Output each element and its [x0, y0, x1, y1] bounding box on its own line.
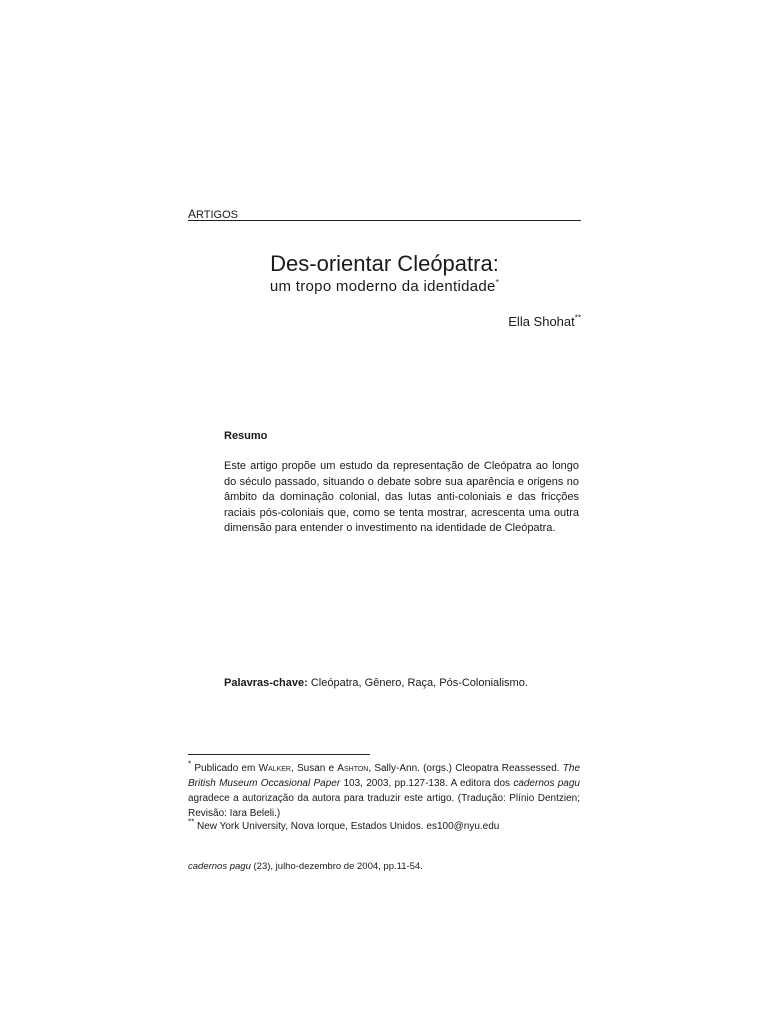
article-title: Des-orientar Cleópatra:	[270, 251, 499, 276]
footnote-1-part4: 103, 2003, pp.127-138. A editora dos	[340, 778, 514, 789]
abstract-text: Este artigo propõe um estudo da representação de Cleópatra ao longo do século passado, situando o debate sobre sua aparência e origens no âmbito da dominação colonial, das lutas anti-coloniais e das fricções raciais pós-coloniais que, como se tenta mostrar, acrescenta uma outra dimensão para entender o investimento na identidade de Cleópatra.	[224, 460, 579, 534]
footnote-1-part5: agradece a autorização da autora para traduzir este artigo. (Tradução: Plínio Dentzien; Revisão: Iara Beleli.)	[188, 793, 580, 819]
footnote-divider	[188, 754, 370, 755]
section-divider	[188, 220, 581, 221]
footnote-2	[188, 819, 580, 834]
footnote-1-editor-2: Ashton	[337, 763, 369, 774]
footnote-1-series: The British Museum Occasional Paper	[188, 763, 581, 789]
footnote-1-part1: Publicado em	[194, 763, 259, 774]
keywords-values: Cleópatra, Gênero, Raça, Pós-Colonialismo.	[310, 677, 528, 689]
section-label-initial: A	[188, 207, 197, 221]
footnote-1-part2: , Susan e	[290, 763, 338, 774]
footnote-1	[188, 761, 580, 821]
abstract-heading: Resumo	[224, 430, 268, 442]
keywords	[224, 676, 581, 691]
author-name: Ella Shohat	[508, 314, 575, 329]
journal-name: cadernos pagu	[188, 861, 251, 872]
footnote-1-journal: cadernos pagu	[513, 778, 580, 789]
footnote-1-editor-1: Walker	[258, 763, 291, 774]
subtitle-footnote-mark: *	[495, 278, 500, 287]
article-subtitle	[188, 278, 581, 296]
footnote-2-text: New York University, Nova Iorque, Estados Unidos. es100@nyu.edu	[197, 821, 500, 832]
journal-details: (23), julho-dezembro de 2004, pp.11-54.	[250, 861, 423, 872]
article-subtitle-text: um tropo moderno da identidade	[269, 278, 496, 295]
keywords-label: Palavras-chave:	[224, 677, 308, 689]
author-footnote-mark: **	[574, 313, 581, 323]
footnote-1-part3: , Sally-Ann. (orgs.) Cleopatra Reassessed.	[368, 763, 563, 774]
journal-citation	[188, 860, 423, 874]
footnote-1-mark: *	[188, 759, 192, 769]
section-label	[188, 207, 238, 221]
section-label-rest: RTIGOS	[196, 209, 238, 221]
article-author	[508, 314, 581, 330]
footnote-2-mark: **	[188, 817, 195, 827]
